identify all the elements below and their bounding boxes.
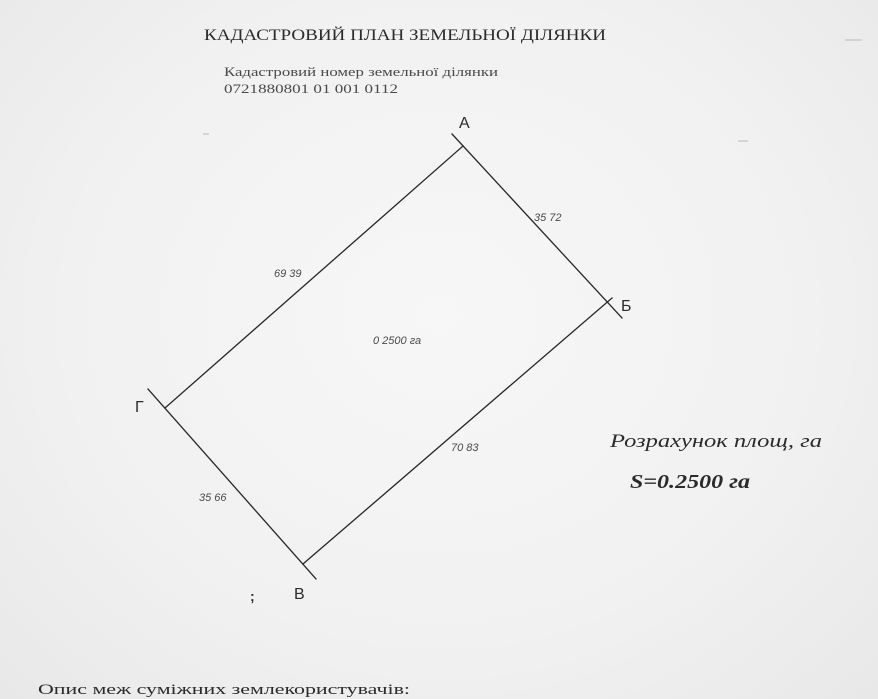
side-length-v-g: 35 66 xyxy=(199,492,227,504)
vertex-label-b: Б xyxy=(621,298,632,315)
plot-side-b-v xyxy=(303,298,612,564)
vertex-label-a: А xyxy=(459,115,470,132)
stray-mark: ; xyxy=(250,588,255,604)
side-length-a-b: 35 72 xyxy=(534,212,562,224)
footer-text: Опис меж суміжних землекористувачів: xyxy=(38,682,410,698)
cadastral-number: 0721880801 01 001 0112 xyxy=(224,81,398,96)
plot-area-label: 0 2500 га xyxy=(373,335,422,347)
plot-side-v-g xyxy=(148,389,316,579)
document-title: КАДАСТРОВИЙ ПЛАН ЗЕМЕЛЬНОЇ ДІЛЯНКИ xyxy=(204,27,542,44)
plot-boundary xyxy=(148,134,622,579)
plot-side-g-a xyxy=(165,146,463,408)
area-calculation-heading: Розрахунок площ, га xyxy=(608,431,822,452)
vertex-label-v: В xyxy=(294,586,305,603)
cadastral-number-label: Кадастровий номер земельної ділянки xyxy=(224,64,499,79)
vertex-label-g: Г xyxy=(135,399,144,416)
side-length-b-v: 70 83 xyxy=(451,442,479,454)
area-calculation-result: S=0.2500 га xyxy=(630,471,750,493)
plot-side-a-b xyxy=(452,134,622,318)
side-length-g-a: 69 39 xyxy=(274,268,302,280)
